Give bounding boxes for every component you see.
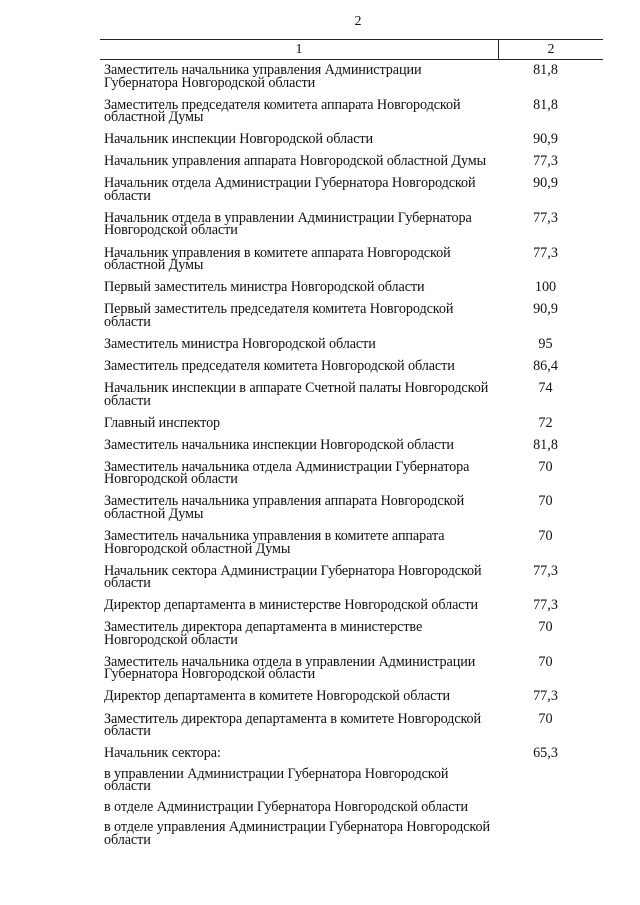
table-row: [100, 621, 603, 646]
position-name: Заместитель начальника управления в комитете аппарата Новгородской областной Думы: [104, 528, 445, 557]
position-value: 77,3: [533, 562, 558, 579]
position-value: 86,4: [533, 357, 558, 374]
position-name: Заместитель председателя комитета аппарата Новгородской областной Думы: [104, 96, 461, 126]
position-value: 95: [538, 335, 553, 352]
position-value: 77,3: [533, 244, 558, 261]
table-row: [100, 382, 603, 407]
table-row: [100, 599, 603, 612]
position-value: 90,9: [533, 175, 558, 192]
position-name: Заместитель начальника инспекции Новгородской области: [104, 436, 454, 453]
position-name: Директор департамента в министерстве Новгородской области: [104, 597, 479, 614]
table-row: [100, 155, 603, 168]
position-name: Заместитель начальника управления Администрации Губернатора Новгородской области: [104, 62, 422, 91]
column-header-1: 1: [100, 40, 499, 59]
table-header: [100, 39, 603, 60]
table-row: [100, 244, 603, 274]
position-name: Первый заместитель министра Новгородской области: [104, 279, 425, 296]
table-body: [100, 64, 603, 846]
table-row: [100, 414, 603, 431]
table-row: [100, 335, 603, 352]
position-name: Начальник управления аппарата Новгородской областной Думы: [104, 153, 487, 170]
table-row: [100, 530, 603, 555]
position-name: Заместитель начальника отдела Администрации Губернатора Новгородской области: [104, 458, 470, 488]
position-value: 72: [538, 414, 553, 431]
position-name: Начальник сектора Администрации Губернатора Новгородской области: [104, 562, 482, 592]
table-row: [100, 177, 603, 202]
position-value: 77,3: [533, 209, 558, 226]
position-name: Главный инспектор: [104, 414, 221, 431]
table-row: [100, 64, 603, 89]
position-value: 81,8: [533, 62, 558, 78]
sub-item: в отделе Администрации Губернатора Новгородской области: [104, 798, 468, 815]
position-value: 70: [538, 458, 553, 475]
position-value: 74: [538, 380, 553, 397]
position-value: 81,8: [533, 96, 558, 113]
position-value: 70: [538, 710, 553, 727]
position-name: Заместитель начальника управления аппарата Новгородской областной Думы: [104, 493, 465, 522]
table-row: [100, 357, 603, 374]
position-value: 77,3: [533, 597, 558, 614]
position-value: 81,8: [533, 436, 558, 453]
table-row: [100, 562, 603, 592]
position-value: 70: [538, 493, 553, 510]
position-name: Начальник отдела в управлении Администрации Губернатора Новгородской области: [104, 209, 472, 239]
table-row: [100, 133, 603, 146]
table-row: [100, 303, 603, 328]
table-row: [100, 690, 603, 703]
position-name: Первый заместитель председателя комитета Новгородской области: [104, 301, 454, 330]
salary-coefficient-table: [100, 39, 603, 856]
position-name: Заместитель министра Новгородской области: [104, 335, 376, 352]
sub-item: в отделе управления Администрации Губернатора Новгородской области: [104, 819, 490, 848]
position-value: 77,3: [533, 153, 558, 170]
table-row: [100, 495, 603, 520]
table-row: [100, 458, 603, 488]
page-number: 2: [354, 14, 362, 29]
position-name: Заместитель директора департамента в комитете Новгородской области: [104, 710, 482, 740]
position-name: Начальник инспекции в аппарате Счетной палаты Новгородской области: [104, 380, 489, 409]
position-name: Начальник инспекции Новгородской области: [104, 131, 374, 148]
position-value: 100: [534, 279, 557, 296]
position-name: Заместитель начальника отдела в управлении Администрации Губернатора Новгородской области: [104, 653, 476, 683]
table-row: [100, 653, 603, 683]
position-value: 90,9: [533, 131, 558, 148]
position-value: 70: [538, 653, 553, 670]
column-header-2: 2: [547, 42, 555, 57]
table-row: [100, 710, 603, 740]
position-name: Начальник отдела Администрации Губернатора Новгородской области: [104, 175, 476, 204]
position-name: Заместитель председателя комитета Новгородской области: [104, 357, 455, 374]
table-row: [100, 209, 603, 239]
position-name: Начальник управления в комитете аппарата Новгородской областной Думы: [104, 244, 451, 274]
table-row-sector-head: [100, 747, 603, 846]
position-name: Директор департамента в комитете Новгородской области: [104, 688, 450, 705]
position-name: Заместитель директора департамента в министерстве Новгородской области: [104, 619, 423, 648]
position-value: 70: [538, 528, 553, 544]
sub-item: в управлении Администрации Губернатора Новгородской области: [104, 765, 449, 795]
table-row: [100, 281, 603, 294]
position-value: 65,3: [533, 745, 558, 762]
position-value: 90,9: [533, 301, 558, 318]
position-value: 77,3: [533, 688, 558, 705]
table-row: [100, 96, 603, 126]
position-value: 70: [538, 619, 553, 636]
position-name: Начальник сектора:: [104, 745, 221, 762]
position-name-group: [100, 747, 498, 846]
table-row: [100, 436, 603, 453]
